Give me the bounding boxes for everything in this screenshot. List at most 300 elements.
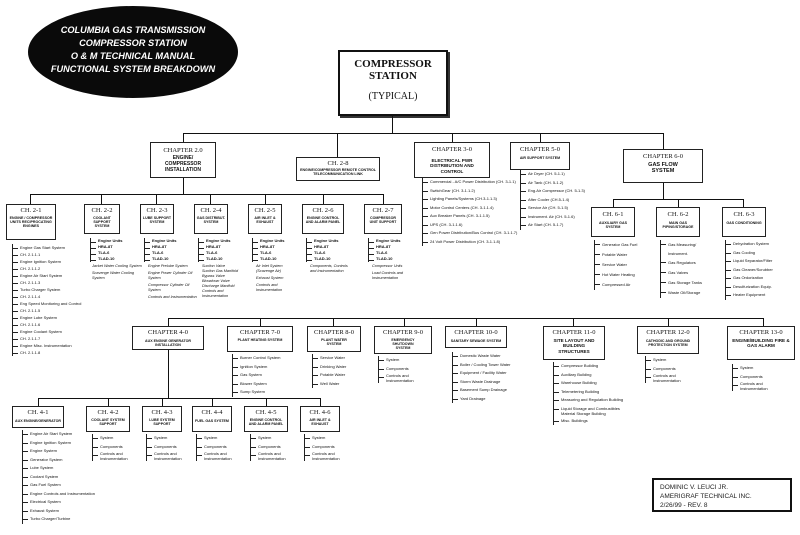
chapter-title: AUX ENGINE GENERATOR INSTALLATION: [145, 339, 191, 348]
ch-4-5-box: [244, 406, 288, 432]
list-item: Controls and Instrumentation: [147, 451, 194, 461]
connector: [38, 398, 39, 406]
list-item: Service Water: [313, 354, 346, 363]
note-text: Bypass Valve: [202, 274, 225, 278]
list-item: CH. 2.1.1.4: [13, 293, 81, 300]
ch-2-2-notes: [92, 264, 142, 281]
list-item: Liquid Separator/Filter: [726, 257, 773, 266]
connector: [743, 199, 744, 207]
list-item: Exhaust System: [23, 507, 95, 516]
ch-2-1-box: [6, 204, 56, 240]
ch-6-1-box: [591, 207, 635, 237]
chapter-4-0-box: [132, 326, 204, 350]
list-item: TLA-6: [369, 250, 400, 256]
note-text: Exhaust System: [256, 276, 284, 280]
chapter-title: ENGINE/ COMPRESSOR INSTALLATION: [164, 155, 202, 173]
ch-6-2-list: [660, 240, 702, 298]
list-item: Electrical System: [23, 498, 95, 507]
connector: [663, 133, 664, 149]
credit-line-3: 2/26/99 - REV. 8: [660, 502, 708, 509]
chapter-11-0-list: [553, 362, 631, 425]
chapter-5-0-box: [510, 142, 570, 170]
connector: [320, 398, 321, 406]
list-item: Engine Units: [199, 238, 230, 244]
list-item: Liquid Storage and Combustibles Material Storage Building: [554, 405, 631, 417]
chapter-label: CHAPTER 4-0: [148, 329, 188, 336]
note-text: Suction Gas Manifold: [202, 269, 239, 273]
list-item: Engine Units: [145, 238, 176, 244]
chapter-8-0-list: [312, 354, 346, 388]
chapter-7-0-box: [227, 326, 293, 352]
chapter-9-0-box: [374, 326, 432, 354]
chapter-label: CHAPTER 12-0: [646, 329, 690, 336]
list-item: TLAD-10: [145, 256, 176, 262]
connector: [337, 133, 338, 157]
list-item: Service Water: [595, 260, 637, 270]
list-item: Compressed Air: [595, 280, 637, 290]
list-item: Air Start (CH. 5-1.7): [521, 221, 585, 230]
sub-label: CH. 4-2: [97, 409, 119, 416]
ch-4-6-box: [300, 406, 340, 432]
list-item: Engine Air Start System: [23, 430, 95, 439]
title-oval: [28, 6, 238, 98]
sub-label: CH. 2-3: [146, 207, 168, 214]
sub-label: CH. 4-1: [27, 409, 49, 416]
ch-6-1-list: [594, 240, 637, 290]
ch-2-7-notes: [372, 264, 412, 281]
chapter-label: CH. 2-8: [327, 160, 349, 167]
list-item: CH. 2.1.1.5: [13, 307, 81, 314]
list-item: Instrument. Air (CH. 5-1.6): [521, 213, 585, 222]
chapter-title: CATHODIC AND GROUND PROTECTION SYSTEM: [645, 339, 691, 348]
note-text: Compressor Units: [372, 264, 403, 268]
list-item: Ignition System: [233, 363, 280, 372]
sub-title: AIR INLET & EXHAUST: [254, 216, 276, 225]
list-item: Gen Power Distribution/Bus Control (CH. 3-1.1.7): [423, 229, 517, 238]
connector: [404, 318, 405, 326]
connector: [540, 133, 541, 142]
sub-label: CH. 4-5: [255, 409, 277, 416]
list-item: Misc. Buildings: [554, 417, 631, 426]
chapter-label: CHAPTER 8-0: [314, 329, 354, 336]
connector: [260, 318, 261, 326]
ch-4-4-list: [196, 434, 244, 461]
ch-2-3-notes: [148, 264, 198, 300]
list-item: System: [147, 434, 194, 443]
list-item: Potable Water: [595, 250, 637, 260]
chapter-title: EMERGENCY SHUTDOWN SYSTEM: [391, 338, 415, 351]
list-item: Controls and Instrumentation: [93, 451, 140, 461]
list-item: Gas Fuel System: [23, 481, 95, 490]
list-item: Gas Measuring/ Instrument.: [661, 240, 702, 258]
list-item: 24 Volt Power Distribution (CH. 3-1.1.8): [423, 238, 517, 247]
list-item: Engine Units: [369, 238, 400, 244]
connector: [383, 194, 384, 204]
list-item: System: [251, 434, 298, 443]
connector: [156, 194, 157, 204]
note-text: Controls and Instrumentation: [256, 283, 283, 292]
connector: [101, 194, 102, 204]
root-line-1: COMPRESSOR: [354, 58, 432, 70]
connector: [668, 318, 669, 326]
list-item: CH. 2.1.1.6: [13, 321, 81, 328]
sub-title: MAIN GAS PIPING/STORAGE: [662, 221, 694, 230]
list-item: Components: [379, 365, 426, 374]
list-item: Basement Sump Drainage: [453, 386, 510, 395]
ch-2-3-box: [140, 204, 174, 234]
list-item: Gas System: [233, 371, 280, 380]
list-item: HRA-8T: [253, 244, 284, 250]
chapter-7-0-list: [232, 354, 280, 397]
list-item: Engine System: [23, 447, 95, 456]
list-item: Controls and Instrumentation: [251, 451, 298, 461]
list-item: Lighting Panels/Systems (CH.3-1.1.3): [423, 195, 517, 204]
chapter-12-0-list: [645, 356, 695, 383]
sub-label: CH. 4-4: [201, 409, 223, 416]
list-item: Engine Ignition System: [23, 439, 95, 448]
chapter-8-0-box: [307, 326, 361, 352]
chapter-13-0-list: [732, 364, 790, 391]
title-line-3: O & M TECHNICAL MANUAL: [70, 51, 196, 61]
list-item: Engine Units: [307, 238, 338, 244]
sub-label: CH. 2-1: [20, 207, 42, 214]
list-item: CH. 2.1.1.7: [13, 335, 81, 342]
list-item: Coolant System: [23, 473, 95, 482]
list-item: Equipment / Facility Water: [453, 369, 510, 378]
root-line-3: (TYPICAL): [368, 91, 418, 102]
sub-title: GAS DISTRIBUT. SYSTEM: [196, 216, 226, 225]
ch-4-2-list: [92, 434, 140, 461]
ch-6-3-list: [725, 240, 773, 300]
ch-2-5-box: [248, 204, 282, 234]
ch-2-4-box: [194, 204, 228, 234]
sub-label: CH. 4-3: [151, 409, 173, 416]
chapter-label: CHAPTER 10-0: [454, 329, 498, 336]
list-item: Boiler / Cooling Tower Water: [453, 361, 510, 370]
ch-2-2-bold-list: [90, 238, 122, 262]
sub-label: CH. 2-7: [372, 207, 394, 214]
note-text: Scavenge Water Cooling System: [92, 271, 134, 280]
chapter-11-0-box: [543, 326, 605, 360]
ch-6-2-box: [656, 207, 700, 237]
chapter-label: CHAPTER 3-0: [432, 146, 472, 153]
connector: [333, 318, 334, 326]
list-item: Auxiliary Building: [554, 371, 631, 380]
list-item: Sump System: [233, 388, 280, 397]
chapter-title: SANITARY SEWAGE SYSTEM: [450, 339, 502, 343]
note-text: Suction Valve: [202, 264, 226, 268]
list-item: Gas Valves: [661, 268, 702, 278]
list-item: Controls and Instrumentation: [733, 381, 790, 391]
chapter-10-0-box: [445, 326, 507, 348]
chapter-13-0-box: [727, 326, 795, 360]
list-item: Components: [305, 443, 352, 452]
connector: [678, 199, 679, 207]
list-item: TLA-6: [253, 250, 284, 256]
connector: [265, 194, 266, 204]
sub-title: AUX ENGINE/GENERATOR: [15, 419, 61, 423]
ch-4-2-box: [86, 406, 130, 432]
list-item: Dehydration System: [726, 240, 773, 249]
title-line-2: COMPRESSOR STATION: [79, 38, 187, 48]
note-text: Jacket Water Cooling System: [92, 264, 142, 268]
list-item: HRA-8T: [91, 244, 122, 250]
list-item: Controls and Instrumentation: [646, 373, 695, 383]
list-item: Compressor Building: [554, 362, 631, 371]
list-item: SwitchGear (CH. 3-1.1.2): [423, 187, 517, 196]
ch-2-6-box: [302, 204, 344, 234]
connector: [573, 318, 574, 326]
note-text: Air Inlet System (Scavenge Air): [256, 264, 283, 273]
list-item: After Cooler (CH.5-1.4): [521, 196, 585, 205]
list-item: TLA-6: [199, 250, 230, 256]
chapter-label: CHAPTER 13-0: [739, 329, 783, 336]
connector: [168, 318, 763, 319]
list-item: Engine Gas Start System: [13, 244, 81, 251]
note-text: Discharge Manifold: [202, 284, 235, 288]
sub-label: CH. 6-1: [602, 211, 624, 218]
connector: [210, 194, 211, 204]
sub-label: CH. 6-2: [667, 211, 689, 218]
list-item: Engine Lube System: [13, 314, 81, 321]
list-item: TLAD-10: [253, 256, 284, 262]
list-item: Domestic Waste Water: [453, 352, 510, 361]
list-item: Controls and Instrumentation: [197, 451, 244, 461]
chapter-title: PLANT HEATING SYSTEM: [237, 338, 283, 342]
sub-title: COMPRESSOR UNIT SUPPORT: [369, 216, 397, 225]
note-text: Controls and Instrumentation: [148, 295, 197, 299]
list-item: HRA-8T: [307, 244, 338, 250]
connector: [183, 178, 184, 194]
connector: [266, 398, 267, 406]
chapter-2-0-box: [150, 142, 216, 178]
sub-title: LUBE SUPPORT SYSTEM: [142, 216, 172, 225]
chapter-label: CHAPTER 9-0: [383, 329, 423, 336]
connector: [183, 133, 184, 142]
list-item: Air Tank (CH. 5-1.2): [521, 179, 585, 188]
chapter-10-0-list: [452, 352, 510, 403]
ch-2-6-notes: [310, 264, 352, 274]
list-item: System: [305, 434, 352, 443]
chapter-title: SITE LAYOUT AND BUILDING STRUCTURES: [553, 338, 595, 354]
connector: [168, 350, 169, 398]
list-item: System: [646, 356, 695, 365]
list-item: Hot Water Heating: [595, 270, 637, 280]
list-item: Gas Ordorization: [726, 274, 773, 283]
list-item: Motor Control Centers (CH. 3-1.1.4): [423, 204, 517, 213]
list-item: HRA-8T: [199, 244, 230, 250]
sub-title: ENGINE CONTROL AND ALARM PANEL: [305, 216, 341, 225]
chapter-title: PLANT WATER SYSTEM: [321, 338, 347, 347]
list-item: System: [733, 364, 790, 373]
connector: [168, 318, 169, 326]
list-item: Engine Misc. Instrumentation: [13, 342, 81, 349]
list-item: Desulfurization Equip.: [726, 283, 773, 292]
note-text: Engine Power Cylinder Oil System: [148, 271, 193, 280]
chapter-title: AIR SUPPORT SYSTEM: [519, 156, 561, 160]
ch-4-3-box: [142, 406, 182, 432]
list-item: Components: [197, 443, 244, 452]
sub-title: LUBE SYSTEM SUPPORT: [149, 418, 175, 427]
chapter-label: CHAPTER 11-0: [552, 329, 596, 336]
credit-box: [652, 478, 792, 512]
list-item: TLA-6: [91, 250, 122, 256]
ch-4-1-box: [12, 406, 64, 428]
connector: [392, 116, 393, 133]
ch-4-6-list: [304, 434, 352, 461]
connector: [162, 398, 163, 406]
list-item: Turbo Charger/Turbine: [23, 515, 95, 524]
connector: [38, 398, 320, 399]
connector: [452, 133, 453, 142]
list-item: Gas Storage Tanks: [661, 278, 702, 288]
chapter-label: CHAPTER 5-0: [520, 146, 560, 153]
list-item: Components: [733, 373, 790, 382]
ch-2-4-bold-list: [198, 238, 230, 262]
list-item: Yard Drainage: [453, 395, 510, 404]
list-item: Lube System: [23, 464, 95, 473]
list-item: Drinking Water: [313, 363, 346, 372]
ch-4-3-list: [146, 434, 194, 461]
list-item: Aux Breaker Panels (CH. 3-1.1.5): [423, 212, 517, 221]
list-item: TLAD-10: [307, 256, 338, 262]
chapter-title: ELECTRICAL PWR DISTRIBUTION AND CONTROL: [430, 158, 474, 174]
list-item: Gas Cleaner/Scrubber: [726, 266, 773, 275]
title-line-1: COLUMBIA GAS TRANSMISSION: [60, 25, 206, 35]
sub-title: AUXILIARY GAS SYSTEM: [599, 221, 627, 230]
ch-2-7-box: [364, 204, 402, 234]
list-item: Air Dryer (CH. 5-1.1): [521, 170, 585, 179]
note-text: Load Controls and Instrumentation: [372, 271, 404, 280]
credit-line-2: AMERIGRAF TECHNICAL INC.: [660, 493, 752, 500]
connector: [108, 398, 109, 406]
list-item: Components: [93, 443, 140, 452]
list-item: Components: [646, 365, 695, 374]
note-text: Blowdown Valve: [202, 279, 230, 283]
list-item: Engine Ignition System: [13, 258, 81, 265]
chapter-3-0-list: [422, 178, 517, 246]
chapter-title: ENGINE/BUILDING FIRE & GAS ALARM: [732, 338, 790, 349]
connector: [183, 133, 663, 134]
chapter-title: GAS FLOW SYSTEM: [648, 162, 678, 175]
root-compressor-station: [338, 50, 448, 116]
list-item: System: [197, 434, 244, 443]
sub-label: CH. 2-2: [91, 207, 113, 214]
ch-2-5-bold-list: [252, 238, 284, 262]
list-item: Engine Units: [91, 238, 122, 244]
list-item: HRA-8T: [369, 244, 400, 250]
chapter-6-0-box: [623, 149, 703, 183]
list-item: Blower System: [233, 380, 280, 389]
list-item: Gas Regulators: [661, 258, 702, 268]
note-text: Components, Controls and Instrumentation: [310, 264, 348, 273]
title-text: [28, 24, 238, 76]
ch-2-7-bold-list: [368, 238, 400, 262]
chapter-title: ENGINE/COMPRESSOR REMOTE CONTROL TELECOMMUNICATION LINK: [300, 168, 376, 177]
connector: [476, 318, 477, 326]
list-item: Turbo Charger System: [13, 286, 81, 293]
list-item: Waste Oil/Storage: [661, 288, 702, 298]
list-item: Generator System: [23, 456, 95, 465]
connector: [323, 194, 324, 204]
list-item: TLAD-10: [199, 256, 230, 262]
root-line-2: STATION: [369, 70, 417, 82]
list-item: System: [379, 356, 426, 365]
list-item: Service Air (CH. 5-1.5): [521, 204, 585, 213]
list-item: Components: [251, 443, 298, 452]
ch-4-5-list: [250, 434, 298, 461]
ch-2-4-notes: [202, 264, 248, 299]
chapter-2-8-box: [296, 157, 380, 181]
list-item: CH. 2.1.1.8: [13, 349, 81, 356]
list-item: Telemetering Building: [554, 388, 631, 397]
ch-6-3-box: [722, 207, 766, 237]
list-item: CH. 2.1.1.3: [13, 279, 81, 286]
list-item: TLA-6: [307, 250, 338, 256]
list-item: Components: [147, 443, 194, 452]
sub-title: ENGINE CONTROL AND ALARM PANEL: [248, 418, 284, 427]
sub-label: CH. 2-4: [200, 207, 222, 214]
list-item: TLA-6: [145, 250, 176, 256]
list-item: Engine Coolant System: [13, 328, 81, 335]
list-item: Eng.Air Compressor (CH. 5-1.3): [521, 187, 585, 196]
list-item: UPS (CH. 3-1.1.6): [423, 221, 517, 230]
list-item: Measuring and Regulation Building: [554, 396, 631, 405]
chapter-5-0-list: [520, 170, 585, 230]
list-item: Storm Waste Drainage: [453, 378, 510, 387]
list-item: HRA-8T: [145, 244, 176, 250]
sub-label: CH. 4-6: [309, 409, 331, 416]
sub-title: AIR INLET & EXHAUST: [309, 418, 331, 427]
list-item: Eng Speed Monitoring and Control: [13, 300, 81, 307]
list-item: Well Water: [313, 380, 346, 389]
chapter-label: CHAPTER 2.0: [163, 147, 203, 154]
list-item: Engine Controls and Instrumentation: [23, 490, 95, 499]
note-text: Compressor Cylinder Oil System: [148, 283, 190, 292]
list-item: Potable Water: [313, 371, 346, 380]
sub-title: FUEL GAS SYSTEM: [195, 419, 229, 423]
credit-line-1: DOMINIC V. LEUCI JR.: [660, 484, 729, 491]
list-item: CH. 2.1.1.1: [13, 251, 81, 258]
note-text: Engine Prelube System: [148, 264, 188, 268]
chapter-12-0-box: [637, 326, 699, 354]
list-item: Warehouse Building: [554, 379, 631, 388]
list-item: System: [93, 434, 140, 443]
sub-title: COOLANT SUPPORT SYSTEM: [93, 216, 111, 229]
list-item: Gas Cooling: [726, 249, 773, 258]
ch-4-4-box: [192, 406, 232, 432]
list-item: TLAD-10: [369, 256, 400, 262]
list-item: TLAD-10: [91, 256, 122, 262]
list-item: Generator Gas Fuel: [595, 240, 637, 250]
connector: [763, 318, 764, 326]
title-line-4: FUNCTIONAL SYSTEM BREAKDOWN: [50, 64, 216, 74]
list-item: Controls and Instrumentation: [379, 373, 426, 383]
chapter-label: CHAPTER 7-0: [240, 329, 280, 336]
chapter-9-0-list: [378, 356, 426, 383]
note-text: Controls and Instrumentation: [202, 289, 229, 298]
connector: [30, 194, 383, 195]
list-item: Commercial - A/C Power Distribution (CH. 3-1.1): [423, 178, 517, 187]
connector: [663, 183, 664, 199]
sub-label: CH. 6-3: [733, 211, 755, 218]
sub-title: ENGINE / COMPRESSOR UNITS RECIPROCATING ENGINES: [9, 216, 53, 229]
sub-title: COOLANT SYSTEM SUPPORT: [91, 418, 125, 427]
ch-2-1-list: [12, 244, 81, 356]
ch-4-1-list: [22, 430, 95, 524]
connector: [212, 398, 213, 406]
list-item: Burner Control System: [233, 354, 280, 363]
